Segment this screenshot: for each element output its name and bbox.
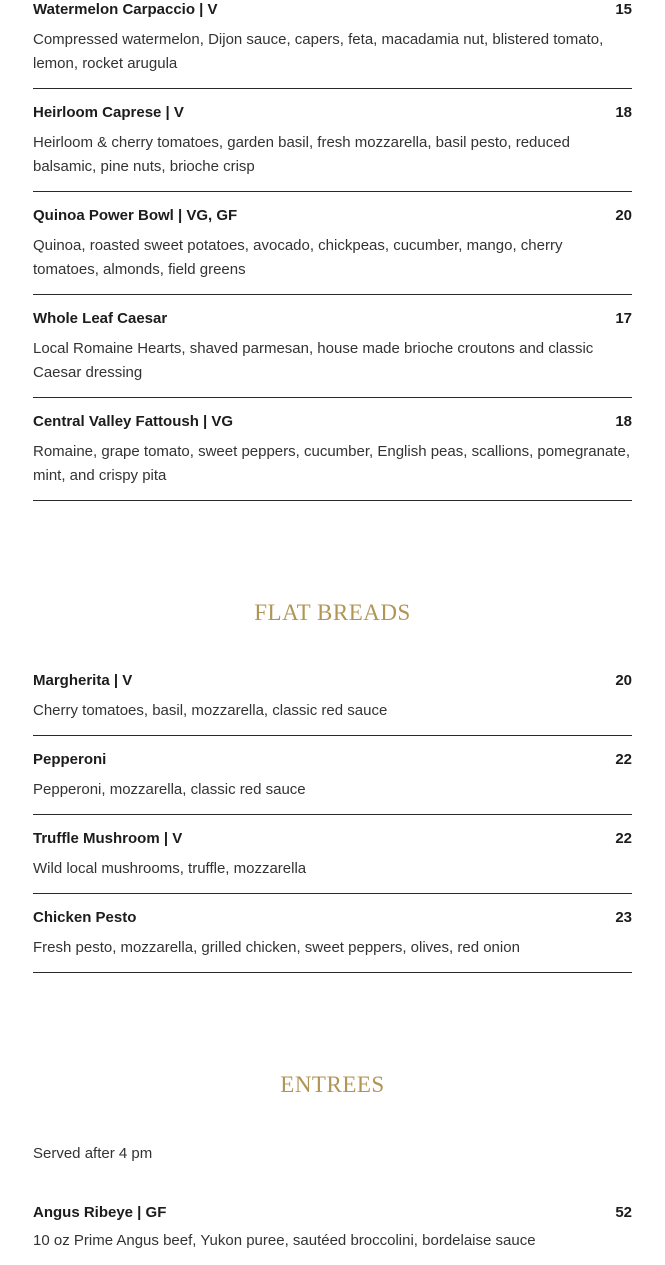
menu-item (33, 295, 632, 398)
item-description: Heirloom & cherry tomatoes, garden basil, fresh mozzarella, basil pesto, reduced balsamic, pine nuts, brioche crisp (33, 134, 570, 175)
item-price: 20 (615, 207, 632, 224)
menu-item (33, 815, 632, 894)
item-description: Cherry tomatoes, basil, mozzarella, classic red sauce (33, 702, 388, 719)
item-price: 52 (615, 1204, 632, 1221)
section-note: Served after 4 pm (33, 1145, 153, 1162)
menu-item (33, 89, 632, 192)
item-description: Romaine, grape tomato, sweet peppers, cucumber, English peas, scallions, pomegranate, mint, and crispy pita (33, 443, 630, 484)
item-name: Truffle Mushroom | V (33, 830, 183, 847)
item-name: Whole Leaf Caesar (33, 310, 168, 327)
item-description: Fresh pesto, mozzarella, grilled chicken, sweet peppers, olives, red onion (33, 939, 520, 956)
item-description: 10 oz Prime Angus beef, Yukon puree, sautéed broccolini, bordelaise sauce (33, 1232, 536, 1249)
item-price: 18 (615, 104, 632, 121)
menu-item (33, 398, 632, 501)
item-name: Margherita | V (33, 672, 133, 689)
item-name: Angus Ribeye | GF (33, 1204, 167, 1221)
menu-item (33, 894, 632, 973)
item-name: Quinoa Power Bowl | VG, GF (33, 207, 238, 224)
item-description: Quinoa, roasted sweet potatoes, avocado, chickpeas, cucumber, mango, cherry tomatoes, almonds, field greens (33, 237, 563, 278)
item-description: Pepperoni, mozzarella, classic red sauce (33, 781, 306, 798)
menu (33, 0, 632, 1265)
item-price: 22 (615, 751, 632, 768)
item-price: 15 (615, 1, 632, 18)
menu-item (33, 1203, 632, 1265)
entrees-section (33, 1070, 632, 1265)
item-price: 22 (615, 830, 632, 847)
section-title: ENTREES (280, 1072, 385, 1097)
item-price: 17 (615, 310, 632, 327)
item-name: Chicken Pesto (33, 909, 137, 926)
item-description: Local Romaine Hearts, shaved parmesan, house made brioche croutons and classic Caesar dressing (33, 340, 594, 381)
item-name: Central Valley Fattoush | VG (33, 413, 234, 430)
menu-item (33, 736, 632, 815)
menu-item (33, 192, 632, 295)
item-description: Wild local mushrooms, truffle, mozzarella (33, 860, 307, 877)
flatbreads-section (33, 598, 632, 973)
item-name: Heirloom Caprese | V (33, 104, 184, 121)
item-description: Compressed watermelon, Dijon sauce, capers, feta, macadamia nut, blistered tomato, lemon, rocket arugula (33, 31, 604, 72)
menu-item (33, 671, 632, 736)
item-price: 23 (615, 909, 632, 926)
item-price: 18 (615, 413, 632, 430)
item-name: Watermelon Carpaccio | V (33, 1, 218, 18)
item-price: 20 (615, 672, 632, 689)
menu-item (33, 0, 632, 89)
item-name: Pepperoni (33, 751, 107, 768)
section-title: FLAT BREADS (254, 600, 411, 625)
salads-section (33, 0, 632, 501)
